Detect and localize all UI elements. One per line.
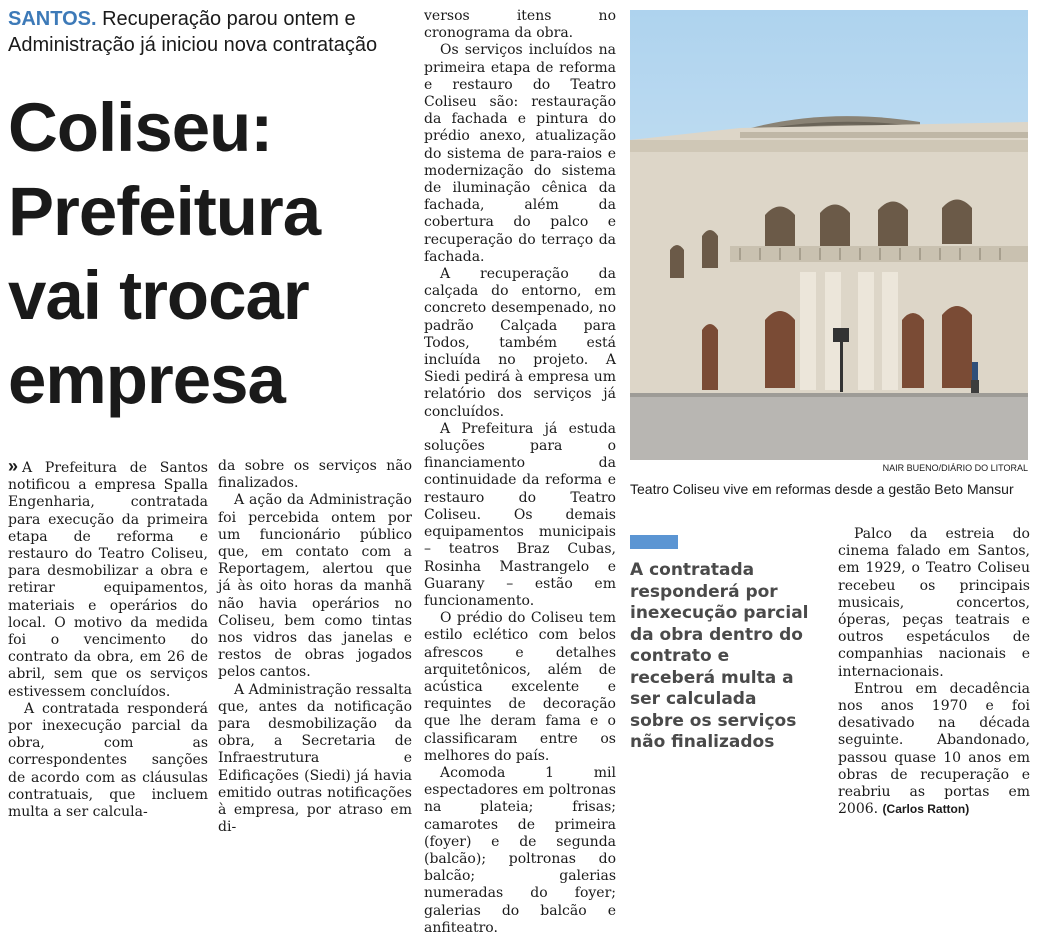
article-column-3	[424, 8, 616, 937]
paragraph	[8, 458, 208, 701]
paragraph: A contratada responderá por inexecução parcial da obra, com as correspondentes sanções de acordo com as cláusulas contratuais, que incluem multa a ser calcula-	[8, 700, 208, 821]
article-column-4	[838, 526, 1030, 818]
paragraph-text: Entrou em decadência nos anos 1970 e foi desativado na década seguinte. Abandonado, passou quase 10 anos em obras de recuperação e reabriu as portas em 2006.	[838, 680, 1030, 818]
theater-photo	[630, 10, 1028, 460]
paragraph: A Administração ressalta que, antes da notificação para desmobilização da obra, a Secretaria de Infraestrutura e Edificações (Siedi) já havia emitido outras notificações à empresa, por atraso em di-	[218, 681, 412, 836]
paragraph: A ação da Administração foi percebida ontem por um funcionário público que, em contato com a Reportagem, alertou que já às oito horas da manhã não havia operários no Coliseu, bem como tintas nos vidros das janelas e restos de obras jogados pelos cantos.	[218, 492, 412, 681]
pull-quote-accent-bar	[630, 535, 678, 549]
headline	[8, 86, 418, 422]
paragraph: Palco da estreia do cinema falado em Santos, em 1929, o Teatro Coliseu recebeu os principais musicais, concertos, óperas, peças teatrais e outros espetáculos de companhias nacionais e internacionais.	[838, 526, 1030, 680]
paragraph: versos itens no cronograma da obra.	[424, 8, 616, 42]
paragraph: O prédio do Coliseu tem estilo eclético com belos afrescos e detalhes arquitetônicos, além de acústica excelente e requintes de decoração que lhe deram fama e o classificaram entre os melhores do país.	[424, 610, 616, 764]
paragraph-text: A Prefeitura de Santos notificou a empresa Spalla Engenharia, contratada para execução da primeira etapa de reforma e restauro do Teatro Coliseu, para desmobilizar a obra e retirar equipamentos, materiais e operários do local. O motivo da medida foi o vencimento do contrato da obra, em 26 de abril, sem que os serviços estivessem concluídos.	[8, 460, 208, 700]
photo-credit: NAIR BUENO/DIÁRIO DO LITORAL	[882, 463, 1028, 473]
headline-line: empresa	[8, 341, 285, 418]
headline-line: vai trocar	[8, 257, 309, 334]
paragraph: Os serviços incluídos na primeira etapa de reforma e restauro do Teatro Coliseu são: restauração da fachada e pintura do prédio anexo, atualização do sistema de para-raios e modernização do sistema de iluminação cênica da fachada, além da cobertura do palco e recuperação do terraço da fachada.	[424, 42, 616, 265]
section-tag: SANTOS.	[8, 8, 97, 30]
article-column-1	[8, 458, 208, 821]
paragraph: A recuperação da calçada do entorno, em concreto desempenado, no padrão Calçada para Todos, também está incluída no projeto. A Siedi pedirá à empresa um relatório dos serviços já concluídos.	[424, 266, 616, 420]
paragraph: da sobre os serviços não finalizados.	[218, 458, 412, 492]
chevron-right-icon: »	[8, 456, 19, 476]
kicker-text: Recuperação parou ontem e Administração já iniciou nova contratação	[8, 8, 378, 56]
photo-caption: Teatro Coliseu vive em reformas desde a gestão Beto Mansur	[630, 481, 1014, 497]
kicker	[8, 6, 418, 58]
article-column-2	[218, 458, 412, 836]
paragraph: Acomoda 1 mil espectadores em poltronas na plateia; frisas; camarotes de primeira (foyer) e de segunda (balcão); poltronas do balcão; galerias numeradas do foyer; galerias do balcão e anfiteatro.	[424, 764, 616, 936]
paragraph	[838, 681, 1030, 819]
author-signoff: (Carlos Ratton)	[882, 802, 970, 817]
paragraph: A Prefeitura já estuda soluções para o financiamento da continuidade da reforma e restauro do Teatro Coliseu. Os demais equipamentos municipais – teatros Braz Cubas, Rosinha Mastrangelo e Guarany – estão em funcionamento.	[424, 420, 616, 609]
headline-line: Coliseu:	[8, 89, 273, 166]
pull-quote: A contratada responderá por inexecução parcial da obra dentro do contrato e receberá multa a ser calculada sobre os serviços não finalizados	[630, 560, 809, 752]
headline-line: Prefeitura	[8, 173, 321, 250]
